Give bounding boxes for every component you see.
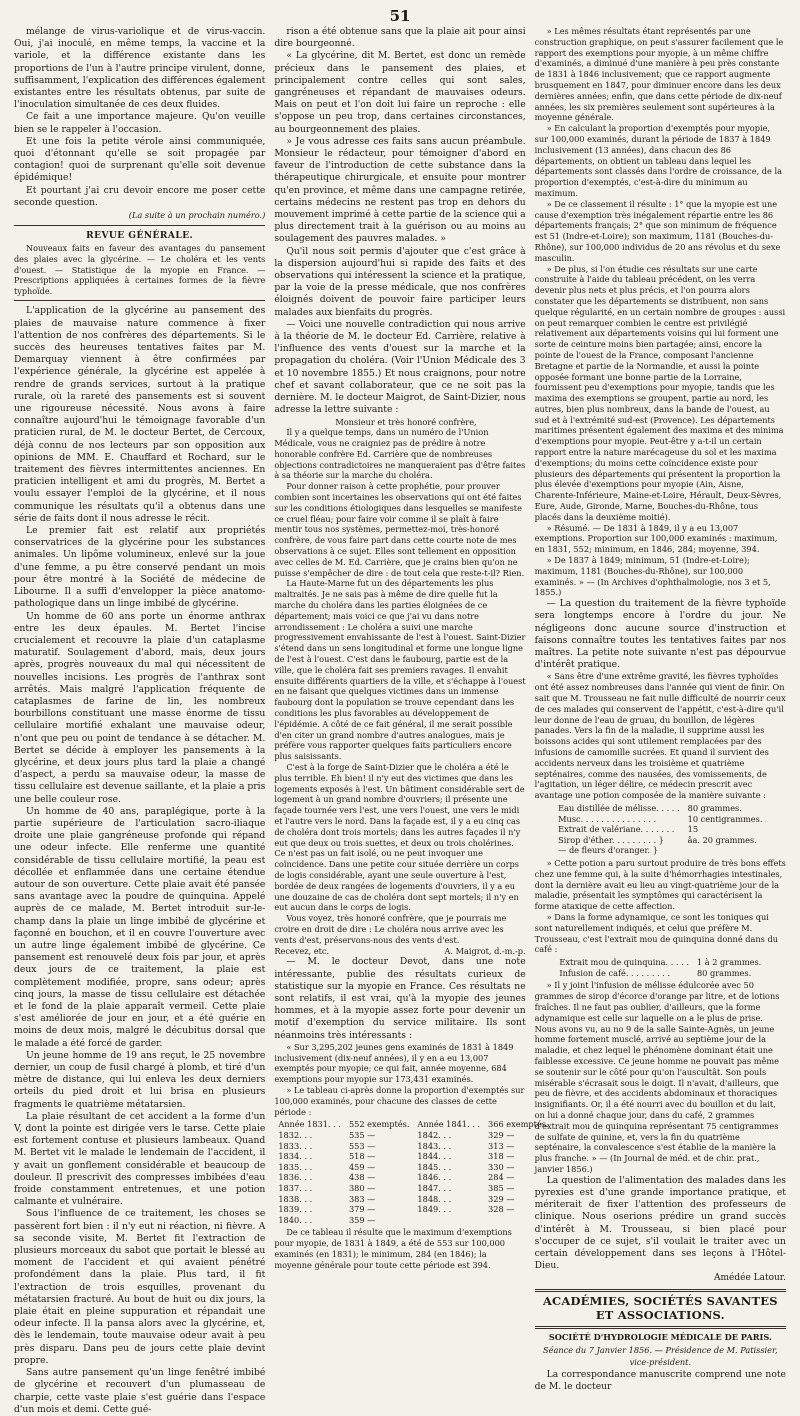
- divider: [14, 300, 265, 301]
- table-cell: 284 —: [488, 1172, 515, 1183]
- paragraph: — La question du traitement de la fièvre typhoïde sera longtemps encore à l'ordre du jour. Ne négligeons donc aucune source d'instruction et faisons connaître toutes les tentatives faites par nos maîtres. La petite note suivante n'est pas dépourvue d'intérêt pratique.: [534, 598, 786, 671]
- table-cell: Année 1841. . .: [417, 1119, 481, 1130]
- table-cell: 1835. . .: [278, 1161, 313, 1172]
- quote-paragraph: « Sans être d'une extrême gravité, les fièvres typhoïdes ont été assez nombreuses dans l'année qui vient de finir. On sait que M. Trousseau ne fait nulle difficulté de nourrir ceux de ces malades qui conservent de l'appétit, c'est-à-dire qu'il leur donne de l'eau de gruau, du bouillon, de légères panades. Vers la fin de la maladie, il supprime aussi les boissons acides qui sont utilement remplacées par des infusions de camomille sucrées. Et quand il survient des accidents nerveux dans les troisième et quatrième septénaires, comme des nausées, des vomissements, de l'agitation, un léger délire, ce médecin prescrit avec avantage une potion composée de la manière suivante :: [534, 671, 786, 801]
- table-row: [274, 1119, 552, 1130]
- paragraph: — Voici une nouvelle contradiction qui nous arrive à la théorie de M. le docteur Ed. Carrière, relative à l'influence des vents d'ouest sur la marche et la propagation du choléra. (Voir l'Union Médicale des 3 et 10 novembre 1855.) Et nous craignons, pour notre chef et savant collaborateur, que ce ne soit pas la dernière. M. le docteur Maigrot, de Saint-Dizier, nous adresse la lettre suivante :: [274, 318, 526, 416]
- paragraph: Qu'il nous soit permis d'ajouter que c'est grâce à la dispersion aujourd'hui si rapide des faits et des observations qui intéressent la science et la pratique, par la voie de la presse médicale, que nos confrères éloignés doivent de pouvoir faire participer leurs malades aux bienfaits du progrès.: [274, 245, 526, 318]
- table-cell: 1834. . .: [278, 1151, 313, 1162]
- table-cell: 1847. . .: [417, 1182, 452, 1193]
- table-cell: 459 —: [348, 1161, 376, 1172]
- quote-paragraph: » De 1837 à 1849; minimum, 51 (Indre-et-Loire); maximum, 1181 (Bouches-du-Rhône), sur 100,000 examinés. » — (In Archives d'ophthalmologie, nos 3 et 5, 1855.): [534, 555, 771, 598]
- table-row: [274, 1141, 552, 1152]
- paragraph: Sous l'influence de ce traitement, les choses se passèrent fort bien : il n'y eut ni réaction, ni fièvre. A sa seconde visite, M. Bertet fit l'extraction de plusieurs morceaux du sabot que portait le blessé au moment de l'accident et qui avaient pénétré profondément dans la plaie. Plus tard, il fit l'extraction de trois esquilles, provenant du métatarsien fracturé. Au bout de huit ou dix jours, la plaie était en pleine suppuration et répandait une odeur infecte. Il la pansa alors avec la glycérine, et, dès le lendemain, toute mauvaise odeur avait à peu près disparu. Dans peu de jours cette plaie devint propre.: [14, 1208, 266, 1366]
- table-cell: [413, 1215, 484, 1226]
- text-columns: [14, 26, 786, 1415]
- divider: [535, 1326, 786, 1329]
- quote-paragraph: » Résumé. — De 1831 à 1849, il y a eu 13,007 exemptions. Proportion sur 100,000 examinés : maximum, en 1831, 552; minimum, en 1846, 284; moyenne, 394.: [534, 522, 778, 555]
- table-cell: 518 —: [348, 1151, 376, 1162]
- table-cell: Eau distillée de mélisse. . . . .: [558, 803, 680, 814]
- table-cell: 10 centigrammes.: [687, 813, 763, 824]
- table-cell: 383 —: [348, 1193, 376, 1204]
- table-row: [274, 1172, 552, 1183]
- table-cell: Année 1831. . .: [278, 1119, 341, 1130]
- table-cell: 1848. . .: [417, 1193, 452, 1204]
- table-cell: Infusion de café. . . . . . . . .: [559, 967, 671, 978]
- paragraph: Un jeune homme de 19 ans reçut, le 25 novembre dernier, un coup de fusil chargé à plomb, et tiré d'un mètre de distance, qui lui enleva les deux derniers orteils du pied droit et lui brisa en plusieurs fragments le quatrième métatarsien.: [14, 1049, 266, 1110]
- prescription-table: [554, 803, 766, 856]
- society-heading: SOCIÉTÉ D'HYDROLOGIE MÉDICALE DE PARIS.: [548, 1331, 772, 1342]
- quote-paragraph: De ce tableau il résulte que le maximum d'exemptions pour myopie, de 1831 à 1849, a été de 553 sur 100,000 examinés (en 1831); le minimum, 284 (en 1846); la moyenne générale pour toute cette période est 394.: [274, 1227, 512, 1270]
- column-right: [534, 26, 786, 1393]
- table-cell: 552 exemptés.: [348, 1119, 410, 1130]
- table-cell: 380 —: [348, 1182, 376, 1193]
- table-cell: 1842. . .: [417, 1129, 452, 1140]
- table-row: [274, 1130, 552, 1141]
- table-row: [554, 845, 766, 856]
- table-cell: 330 —: [488, 1161, 515, 1172]
- table-cell: 553 —: [348, 1140, 376, 1151]
- table-cell: 313 —: [488, 1140, 515, 1151]
- letter-signature: A. Maigrot, d.-m.-p.: [444, 945, 526, 956]
- table-cell: 1846. . .: [417, 1172, 452, 1183]
- divider: [14, 225, 265, 226]
- table-row: [554, 835, 766, 846]
- table-cell: 1838. . .: [278, 1193, 313, 1204]
- table-row: [274, 1162, 552, 1173]
- letter-paragraph: Vous voyez, très honoré confrère, que je pourrais me croire en droit de dire : Le choléra nous arrive avec les vents d'est, préservons-nous des vents d'est.: [274, 913, 507, 945]
- table-row: [274, 1183, 552, 1194]
- prescription-table: [555, 957, 765, 978]
- table-row: [554, 803, 766, 814]
- paragraph: L'application de la glycérine au pansement des plaies de mauvaise nature commence à fixer l'attention de nos confrères des départements. Si le succès des heureuses tentatives faites par M. Demarquay viennent à être confirmées par l'expérience générale, la glycérine est appelée à rendre de grands services, surtout à la pratique rurale, où la rareté des pansements est si souvent une rigoureuse nécessité. Nous avons à faire connaître aujourd'hui le témoignage favorable d'un praticien rural, de M. le docteur Bertet, de Cercoux, déjà connu de nos lecteurs par son opposition aux opinions de MM. E. Chauffard et Rochard, sur le traitement des fièvres intermittentes anciennes. En praticien intelligent et ami du progrès, M. Bertet a voulu essayer l'emploi de la glycérine, et il nous communique les résultats qu'il a obtenus dans une série de faits dont il nous adresse le récit.: [14, 305, 266, 524]
- table-cell: 15: [687, 824, 699, 835]
- table-cell: 329 —: [488, 1193, 515, 1204]
- table-cell: Sirop d'éther. . . . . . . . . }: [558, 834, 664, 845]
- table-row: [555, 957, 765, 968]
- table-cell: 1837. . .: [278, 1182, 313, 1193]
- letter-paragraph: Il y a quelque temps, dans un numéro de l'Union Médicale, vous ne craigniez pas de prédire à notre honorable confrère Ed. Carrière que de nombreuses objections contradictoires ne manqueraient pas d'être faites à sa théorie sur la marche du choléra.: [274, 427, 526, 481]
- table-row: [274, 1215, 552, 1226]
- table-row: [554, 824, 766, 835]
- table-row: [274, 1194, 552, 1205]
- table-cell: 80 grammes.: [696, 967, 752, 978]
- table-cell: 1833. . .: [278, 1140, 313, 1151]
- letter-paragraph: Pour donner raison à cette prophétie, pour prouver combien sont incertaines les observations qui ont été faites sur les conditions étiologiques dans lesquelles se manifeste ce cruel fléau; pour faire voir comme il se plaît à faire mentir tous nos systèmes, permettez-moi, très-honoré confrère, de vous faire part dans cette courte note de mes observations à ce sujet. Elles sont tellement en opposition avec celles de M. Ed. Carrière, que je crains bien qu'on ne puisse s'empêcher de dire : de tout cela que reste-t-il? Rien.: [274, 481, 525, 578]
- paragraph: Et pourtant j'ai cru devoir encore me poser cette seconde question.: [14, 184, 266, 208]
- column-middle: [274, 26, 549, 1270]
- table-cell: 1843. . .: [417, 1140, 452, 1151]
- letter-salutation: Monsieur et très honoré confrère,: [335, 416, 477, 427]
- table-row: [274, 1204, 552, 1215]
- quote-paragraph: » De plus, si l'on étudie ces résultats sur une carte construite à l'aide du tableau précédent, on les verra devenir plus nets et plus précis, et l'on pourra alors constater que les départements se distribuent, non sans quelque régularité, en un certain nombre de groupes : aussi on peut remarquer combien le centre est privilégié relativement aux départements voisins qui lui forment une sorte de ceinture moins bien partagée; ainsi, encore la pointe de l'ouest de la France, composant l'ancienne Bretagne et partie de la Normandie, et aussi la pointe opposée formant une bonne partie de la Lorraine, fournissent peu d'exemptions pour myopie, tandis que les maxima des exemptions se groupent, partie au nord, les autres, bien plus nombreux, dans la bande de l'ouest, au sud et à l'extrémité sud-est (Provence). Les départements maritimes présentent également des maxima et des minima d'exemptions pour myopie. Peut-être y a-t-il un certain rapport entre la nature marécageuse du sol et les maxima d'exemptions; du moins cette coïncidence existe pour plusieurs des départements qui présentent la proportion la plus élevée d'exemptions pour myopie (Ain, Aisne, Charente-Inférieure, Maine-et-Loire, Hérault, Deux-Sèvres, Eure, Aude, Gironde, Marne, Bouches-du-Rhône, tous placés dans la deuxième moitié).: [534, 263, 786, 522]
- quote-paragraph: » En calculant la proportion d'exemptés pour myopie, sur 100,000 examinés, durant la période de 1837 à 1849 inclusivement (13 années), dans chacun des 86 départements, on obtient un tableau dans lequel les départements sont classés dans l'ordre de croissance, de la proportion d'exemptés, c'est-à-dire du minimum au maximum.: [534, 123, 782, 198]
- table-cell: Musc. . . . . . . . . . . . . . .: [558, 813, 657, 824]
- paragraph: mélange de virus-variolique et de virus-vaccin. Oui, j'ai inoculé, en même temps, la vaccine et la variole, et la différence existante dans les proportions de l'un à l'autre principe virulent, donne, suffisamment, l'explication des différences également existantes entre les résultats obtenus, par suite de l'inoculation simultanée de ces deux fluides.: [14, 26, 266, 111]
- continued-note: (La suite à un prochain numéro.): [128, 210, 266, 221]
- table-cell: 1 à 2 grammes.: [696, 957, 762, 968]
- table-cell: 366 exemptés.: [488, 1119, 549, 1130]
- table-cell: 359 —: [348, 1214, 376, 1225]
- table-row: [274, 1151, 552, 1162]
- table-cell: 1840. . .: [278, 1214, 313, 1225]
- table-cell: [684, 845, 767, 856]
- section-summary: Nouveaux faits en faveur des avantages du pansement des plaies avec la glycérine. — Le choléra et les vents d'ouest. — Statistique de la myopie en France. — Prescriptions appliquées à certaines formes de la fièvre typhoïde.: [14, 243, 266, 296]
- table-row: [555, 968, 765, 979]
- letter-paragraph: La Haute-Marne fut un des départements les plus maltraités. Je ne sais pas à même de dire quelle fut la marche du choléra dans les parties éloignées de ce département; mais voici ce que j'ai vu dans notre arrondissement : Le choléra a suivi une marche progressivement envahissante de l'est à l'ouest. Saint-Dizier s'étend dans un sens longitudinal et forme une longue ligne de l'est à l'ouest. C'est dans le faubourg, partie est de la ville, que le choléra fait ses premiers ravages. Il envahit ensuite différents quartiers de la ville, et s'échappe à l'ouest en ne faisant que quelques victimes dans un immense faubourg dont la population se trouve cependant dans les conditions les plus favorables au développement de l'épidémie. A côté de ce fait général, il me serait possible d'en citer un grand nombre d'autres analogues, mais je préfère vous rapporter quelques faits particuliers encore plus saisissants.: [274, 578, 526, 762]
- table-row: [554, 814, 766, 825]
- paragraph: La correspondance manuscrite comprend une note de M. le docteur: [534, 1369, 786, 1393]
- table-cell: 80 grammes.: [687, 803, 742, 814]
- author-signature: Amédée Latour.: [714, 1273, 786, 1284]
- paragraph: Sans autre pansement qu'un linge fenêtré imbibé de glycérine et recouvert d'un plumasseau de charpie, cette vaste plaie s'est guérie dans l'espace d'un mois et demi. Cette gué-: [14, 1367, 266, 1415]
- paragraph: » Je vous adresse ces faits sans aucun préambule. Monsieur le rédacteur, pour témoigner d'abord en faveur de l'introduction de cette substance dans la thérapeutique chirurgicale, et ensuite pour montrer qu'en province, et même dans une campagne retirée, certains médecins ne restent pas trop en dehors du mouvement imprimé à cette partie de la science qui a plus directement trait à la guérison ou au moins au soulagement des pauvres malades. »: [274, 135, 526, 245]
- letter-closing: Recevez, etc.: [274, 945, 330, 956]
- table-cell: 1836. . .: [278, 1172, 313, 1183]
- table-cell: 1849. . .: [417, 1204, 452, 1215]
- myopia-exemptions-table: [274, 1119, 552, 1225]
- paragraph: La question de l'alimentation des malades dans les pyrexies est d'une grande importance pratique, et mériterait de fixer l'attention des professeurs de clinique. Nous oserions prédire un grand succès d'intérêt à M. Trousseau, si bien placé pour s'occuper de ce sujet, s'il voulait le traiter avec un certain développement dans ses leçons à l'Hôtel-Dieu.: [534, 1174, 786, 1272]
- quote-paragraph: » Les mêmes résultats étant représentés par une construction graphique, on peut s'assurer facilement que le rapport des exemptions pour myopie, à un même chiffre d'examinés, a diminué d'une manière à peu près constante de 1831 à 1846 inclusivement; que ce rapport augmente brusquement en 1847, pour diminuer encore dans les deux dernières années; enfin, que dans cette période de dix-neuf années, les six premières seulement sont supérieures à la moyenne générale.: [534, 26, 784, 123]
- table-cell: 1839. . .: [278, 1204, 313, 1215]
- paragraph: La plaie résultant de cet accident a la forme d'un V, dont la pointe est dirigée vers le tarse. Cette plaie est fortement contuse et plusieurs lambeaux. Quand M. Bertet vit le malade le lendemain de l'accident, il y avait un gonflement considérable et beaucoup de douleur. Il prescrivit des compresses imbibées d'eau froide constamment entretenues, et une potion calmante et vulnéraire.: [14, 1110, 266, 1208]
- page-number: 51: [389, 7, 411, 25]
- paragraph: Le premier fait est relatif aux propriétés conservatrices de la glycérine pour les substances animales. Un lipôme volumineux, enlevé sur la joue d'une femme, a pu être conservé pendant un mois pour être montré à la Société de médecine de Libourne. Il a suffi d'envelopper la pièce anatomo-pathologique dans un linge imbibé de glycérine.: [14, 525, 266, 610]
- quote-paragraph: « Sur 3,295,202 jeunes gens examinés de 1831 à 1849 inclusivement (dix-neuf années), il y en a eu 13,007 exemptés pour myopie; ce qui fait, année moyenne, 684 exemptions pour myopie sur 173,431 examinés.: [274, 1041, 514, 1085]
- letter-paragraph: C'est à la forge de Saint-Dizier que le choléra a été le plus terrible. Eh bien! il n'y eut des victimes que dans les logements exposés à l'est. Un bâtiment considérable sert de logement à un grand nombre d'ouvriers; il présente une façade tournée vers l'est, une vers l'ouest, une vers le midi et l'autre vers le nord. Dans la façade est, il y a eu cinq cas de choléra dont trois mortels; dans les autres façades il n'y eut que deux ou trois suettes, et deux ou trois cholérines. Ce n'est pas un fait isolé, ou ne peut invoquer une coïncidence. Dans une petite cour située derrière un corps de logis considérable, ayant une seule ouverture à l'est, bordée de deux rangées de logements d'ouvriers, il y a eu une douzaine de cas de choléra dont sept mortels; il n'y en eut aucun dans le corps de logis.: [274, 762, 525, 913]
- section-title: REVUE GÉNÉRALE.: [86, 231, 194, 242]
- table-cell: 535 —: [348, 1129, 376, 1140]
- academies-heading: ACADÉMIES, SOCIÉTÉS SAVANTES ET ASSOCIATIONS.: [542, 1293, 778, 1322]
- quote-paragraph: » De ce classement il résulte : 1° que la myopie est une cause d'exemption très inégalement répartie entre les 86 départements français; 2° que son minimum de fréquence est 51 (Indre-et-Loire); son maximum, 1181 (Bouches-du-Rhône), sur 100,000 individus de 20 ans révolus et du sexe masculin.: [534, 198, 781, 263]
- table-cell: Extrait mou de quinquina. . . . .: [559, 957, 689, 968]
- column-left: [14, 26, 266, 1415]
- table-cell: Extrait de valériane. . . . . . .: [558, 824, 675, 835]
- divider: [535, 1289, 786, 1292]
- table-cell: 1832. . .: [278, 1129, 313, 1140]
- table-cell: 1844. . .: [417, 1151, 452, 1162]
- table-cell: 328 —: [488, 1204, 515, 1215]
- table-cell: 318 —: [488, 1151, 515, 1162]
- session-line: Séance du 7 Janvier 1856. — Présidence de M. Patissier, vice-président.: [543, 1344, 778, 1367]
- table-cell: 438 —: [348, 1172, 376, 1183]
- quote-paragraph: » Cette potion a paru surtout produire de très bons effets chez une femme qui, à la suite d'hémorrhagies intestinales, dont la dernière avait eu lieu au vingt-quatrième jour de la maladie, présentait les symptômes qui caractérisent la forme ataxique de cette affection.: [534, 857, 786, 912]
- table-cell: 1845. . .: [417, 1161, 452, 1172]
- paragraph: Et une fois la petite vérole ainsi communiquée, quoi d'étonnant qu'elle se soit propagée par contagion! quoi de surprenant qu'elle soit devenue épidémique!: [14, 135, 266, 184]
- table-cell: âa. 20 grammes.: [687, 834, 757, 845]
- table-cell: — de fleurs d'oranger. }: [558, 845, 658, 856]
- table-cell: 385 —: [488, 1182, 515, 1193]
- paragraph: rison a été obtenue sans que la plaie ait pour ainsi dire bourgeonné.: [274, 26, 526, 50]
- paragraph: — M. le docteur Devot, dans une note intéressante, publie des résultats curieux de statistique sur la myopie en France. Ces résultats ne sont relatifs, il est vrai, qu'à la myopie des jeunes hommes, et à la myopie assez forte pour devenir un motif d'exemption du service militaire. Ils sont néanmoins très intéressants :: [274, 956, 526, 1041]
- quote-paragraph: » Il y joint l'infusion de mélisse édulcorée avec 50 grammes de sirop d'écorce d'orange par litre, et de lotions fraîches. Il ne faut pas oublier, d'ailleurs, que la forme adynamique est celle sur laquelle on a le plus de prise. Nous avons vu, au no 9 de la salle Sainte-Agnès, un jeune homme fortement musclé, arrivé au septième jour de la maladie, et chez lequel le phénomène dominant était une faiblesse excessive. Ce jeune homme ne pouvait pas même se soutenir sur le côté pour qu'on l'auscultât. Son pouls misérable s'écrasait sous le doigt. Il n'avait, d'ailleurs, que peu de fièvre, et des accidents abdominaux et thoraciques insignifiants. Or, il a été nourri avec du bouillon et du lait, on lui a donné chaque jour, dans du café, 2 grammes d'extrait mou de quinquina représentant 75 centigrammes de sulfate de quinine, et, vers la fin du quatrième septénaire, la convalescence s'est établie de la manière la plus franche. » — (In Journal de méd. et de chir. prat., janvier 1856.): [534, 980, 780, 1174]
- table-cell: 329 —: [488, 1129, 515, 1140]
- quote-paragraph: » Le tableau ci-après donne la proportion d'exemptés sur 100,000 examinés, pour chacune des classes de cette période :: [274, 1084, 525, 1117]
- table-cell: 379 —: [348, 1204, 376, 1215]
- paragraph: Ce fait a une importance majeure. Qu'on veuille bien se le rappeler à l'occasion.: [14, 111, 266, 135]
- quote-paragraph: » Dans la forme adynamique, ce sont les toniques qui sont naturellement indiqués, et celui que préfère M. Trousseau, c'est l'extrait mou de quinquina donné dans du café :: [534, 911, 778, 955]
- paragraph: Un homme de 60 ans porte un énorme anthrax entre les deux épaules. M. Bertet l'incise crucialement et recouvre la plaie d'un cataplasme maturatif. Soulagement d'abord, mais, deux jours après, progrès nouveaux du mal qui nécessitent de nouvelles incisions. Les progrès de l'anthrax sont arrêtés. Mais malgré l'application fréquente de cataplasmes de farine de lin, les nombreux bourbillons constituant une masse énorme de tissu cellulaire mortifié exhalant une mauvaise odeur, n'ont que peu ou point de tendance à se détacher. M. Bertet se décide à employer les pansements à la glycérine, et deux jours plus tard la plaie a changé d'aspect, a perdu sa mauvaise odeur, la masse de tissu cellulaire est devenue saillante, et la plaie a pris une belle couleur rose.: [14, 610, 266, 805]
- paragraph: « La glycérine, dit M. Bertet, est donc un remède précieux dans le pansement des plaies, et principalement contre celles qui sont sales, gangréneuses et répandant de mauvaises odeurs. Mais on peut et l'on doit lui faire un reproche : elle s'oppose un peu trop, dans certaines circonstances, au bourgeonnement des plaies.: [274, 50, 526, 135]
- letter-signoff: [274, 946, 525, 957]
- paragraph: Un homme de 40 ans, paraplégique, porte à la partie supérieure de l'articulation sacro-iliaque droite une plaie gangréneuse profonde qui répand une odeur infecte. Elle renferme une quantité considérable de tissu cellulaire mortifié, la peau est décollée et enflammée dans une certaine étendue autour de son ouverture. Cette plaie avait été pansée sans avantage avec la poudre de quinquina. Appelé auprès de ce malade, M. Bertet introduit sur-le-champ dans la plaie un linge imbibé de glycérine et façonné en bouchon, et il en couvre l'ouverture avec un autre linge également imbibé de glycérine. Ce pansement est renouvelé deux fois par jour, et après deux jours de ce traitement, la plaie est complètement modifiée, propre, sans odeur; après cinq jours, la masse de tissu cellulaire est détachée et le fond de la plaie apparaît vermeil. Cette plaie s'est améliorée de jour en jour, et a été guérie en moins de deux mois, malgré le décubitus dorsal que le malade a été forcé de garder.: [14, 805, 266, 1049]
